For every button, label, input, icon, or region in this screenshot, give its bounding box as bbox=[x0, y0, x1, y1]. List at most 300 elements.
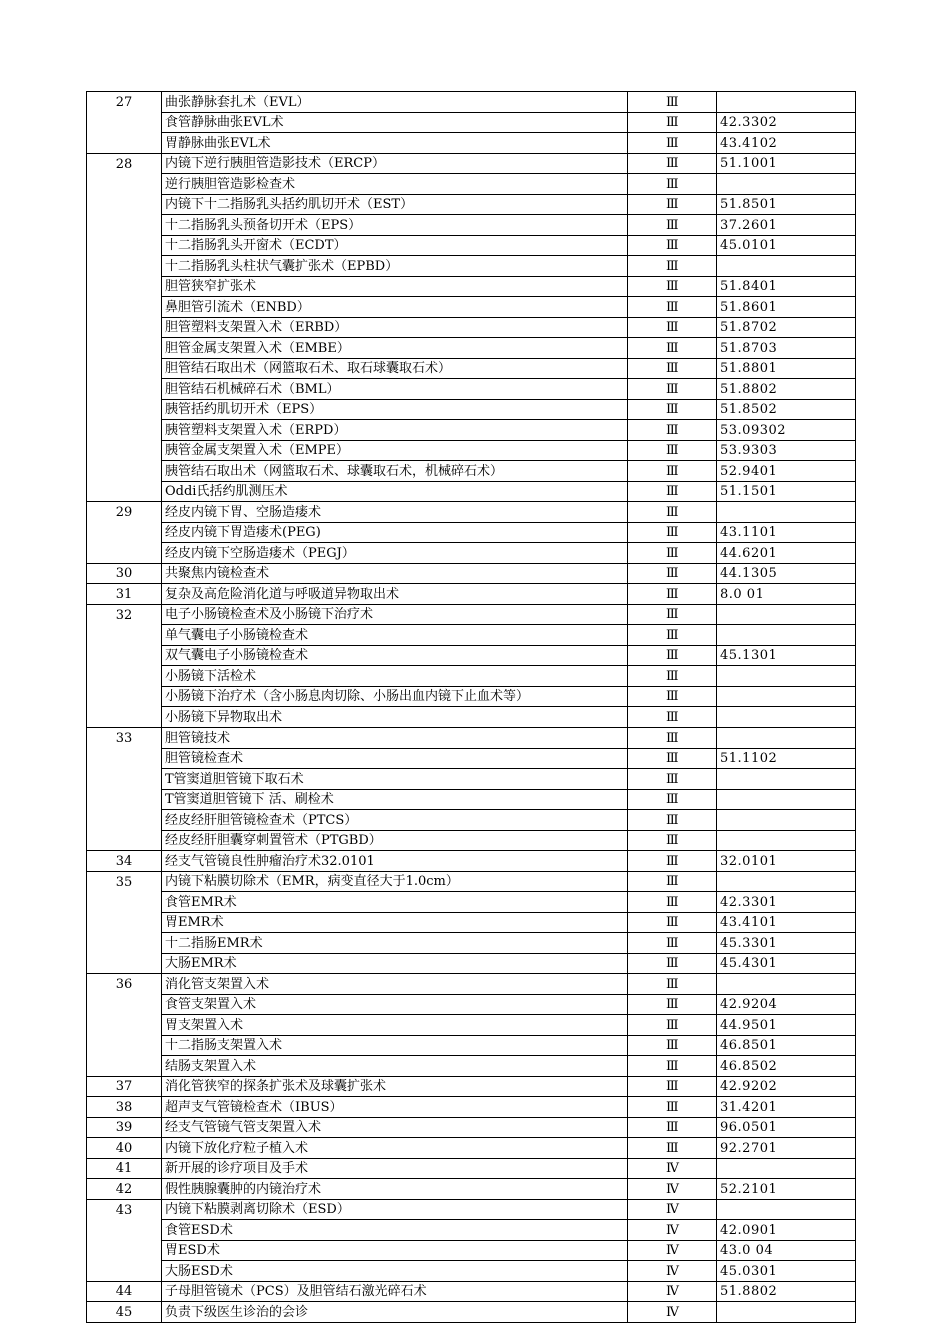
procedure-name-cell: 经皮内镜下胃、空肠造瘘术 bbox=[162, 502, 628, 523]
procedure-code-cell: 53.9303 bbox=[717, 440, 856, 461]
procedure-name-cell: 胃ESD术 bbox=[162, 1240, 628, 1261]
procedure-code-cell bbox=[717, 727, 856, 748]
surgery-level-cell: Ⅲ bbox=[628, 276, 717, 297]
surgery-level-cell: Ⅲ bbox=[628, 810, 717, 831]
table-row bbox=[87, 297, 856, 318]
procedure-code-cell: 44.1305 bbox=[717, 563, 856, 584]
surgery-level-cell: Ⅲ bbox=[628, 727, 717, 748]
table-row bbox=[87, 1302, 856, 1323]
surgery-level-cell: Ⅲ bbox=[628, 112, 717, 133]
item-number-cell bbox=[87, 399, 162, 420]
procedure-name-cell: 胆管塑料支架置入术（ERBD） bbox=[162, 317, 628, 338]
item-number-cell bbox=[87, 338, 162, 359]
procedure-code-cell: 51.8601 bbox=[717, 297, 856, 318]
surgery-level-cell: Ⅲ bbox=[628, 748, 717, 769]
table-row bbox=[87, 892, 856, 913]
procedure-name-cell: 胰管金属支架置入术（EMPE） bbox=[162, 440, 628, 461]
surgery-level-cell: Ⅲ bbox=[628, 707, 717, 728]
item-number-cell bbox=[87, 810, 162, 831]
surgery-level-cell: Ⅲ bbox=[628, 133, 717, 154]
procedure-name-cell: 子母胆管镜术（PCS）及胆管结石激光碎石术 bbox=[162, 1281, 628, 1302]
procedure-name-cell: 胆管金属支架置入术（EMBE） bbox=[162, 338, 628, 359]
procedure-name-cell: 单气囊电子小肠镜检查术 bbox=[162, 625, 628, 646]
procedure-code-cell: 45.4301 bbox=[717, 953, 856, 974]
procedure-name-cell: 经皮经肝胆管镜检查术（PTCS） bbox=[162, 810, 628, 831]
procedure-name-cell: 食管支架置入术 bbox=[162, 994, 628, 1015]
surgery-level-cell: Ⅳ bbox=[628, 1220, 717, 1241]
item-number-cell: 39 bbox=[87, 1117, 162, 1138]
procedure-name-cell: 复杂及高危险消化道与呼吸道异物取出术 bbox=[162, 584, 628, 605]
surgery-level-cell: Ⅲ bbox=[628, 769, 717, 790]
surgery-level-cell: Ⅲ bbox=[628, 912, 717, 933]
item-number-cell bbox=[87, 112, 162, 133]
procedure-name-cell: 十二指肠EMR术 bbox=[162, 933, 628, 954]
surgery-level-cell: Ⅲ bbox=[628, 440, 717, 461]
procedure-code-cell: 92.2701 bbox=[717, 1138, 856, 1159]
item-number-cell bbox=[87, 912, 162, 933]
item-number-cell bbox=[87, 892, 162, 913]
item-number-cell bbox=[87, 276, 162, 297]
surgery-level-cell: Ⅲ bbox=[628, 563, 717, 584]
item-number-cell bbox=[87, 440, 162, 461]
table-row bbox=[87, 994, 856, 1015]
item-number-cell: 45 bbox=[87, 1302, 162, 1323]
procedure-code-cell: 51.1102 bbox=[717, 748, 856, 769]
procedure-code-cell: 46.8501 bbox=[717, 1035, 856, 1056]
procedure-code-cell bbox=[717, 666, 856, 687]
table-row bbox=[87, 174, 856, 195]
item-number-cell bbox=[87, 625, 162, 646]
item-number-cell bbox=[87, 317, 162, 338]
item-number-cell: 42 bbox=[87, 1179, 162, 1200]
procedure-name-cell: 内镜下逆行胰胆管造影技术（ERCP） bbox=[162, 153, 628, 174]
surgery-level-cell: Ⅲ bbox=[628, 666, 717, 687]
table-row bbox=[87, 1220, 856, 1241]
surgery-level-cell: Ⅲ bbox=[628, 830, 717, 851]
procedure-table-body bbox=[87, 92, 856, 1323]
procedure-code-cell: 43.4102 bbox=[717, 133, 856, 154]
item-number-cell bbox=[87, 235, 162, 256]
procedure-code-cell: 32.0101 bbox=[717, 851, 856, 872]
surgery-level-cell: Ⅲ bbox=[628, 1076, 717, 1097]
item-number-cell: 35 bbox=[87, 871, 162, 892]
procedure-name-cell: 小肠镜下治疗术（含小肠息肉切除、小肠出血内镜下止血术等） bbox=[162, 686, 628, 707]
table-row bbox=[87, 1240, 856, 1261]
procedure-code-cell bbox=[717, 810, 856, 831]
procedure-name-cell: 共聚焦内镜检查术 bbox=[162, 563, 628, 584]
procedure-code-cell bbox=[717, 686, 856, 707]
surgery-level-cell: Ⅳ bbox=[628, 1281, 717, 1302]
surgery-level-cell: Ⅲ bbox=[628, 892, 717, 913]
table-row bbox=[87, 871, 856, 892]
surgery-level-cell: Ⅲ bbox=[628, 604, 717, 625]
item-number-cell bbox=[87, 1056, 162, 1077]
table-row bbox=[87, 399, 856, 420]
procedure-code-cell bbox=[717, 974, 856, 995]
procedure-code-cell: 8.0 01 bbox=[717, 584, 856, 605]
table-row bbox=[87, 153, 856, 174]
item-number-cell bbox=[87, 1220, 162, 1241]
table-row bbox=[87, 1158, 856, 1179]
procedure-name-cell: 经支气管镜气管支架置入术 bbox=[162, 1117, 628, 1138]
item-number-cell bbox=[87, 256, 162, 277]
item-number-cell bbox=[87, 953, 162, 974]
surgery-level-cell: Ⅲ bbox=[628, 338, 717, 359]
procedure-name-cell: 曲张静脉套扎术（EVL） bbox=[162, 92, 628, 113]
procedure-code-cell: 51.8501 bbox=[717, 194, 856, 215]
item-number-cell: 34 bbox=[87, 851, 162, 872]
surgery-level-cell: Ⅲ bbox=[628, 789, 717, 810]
item-number-cell bbox=[87, 379, 162, 400]
procedure-name-cell: 十二指肠乳头柱状气囊扩张术（EPBD） bbox=[162, 256, 628, 277]
surgery-level-cell: Ⅲ bbox=[628, 358, 717, 379]
table-row bbox=[87, 707, 856, 728]
table-row bbox=[87, 1261, 856, 1282]
item-number-cell: 41 bbox=[87, 1158, 162, 1179]
surgery-level-cell: Ⅲ bbox=[628, 851, 717, 872]
procedure-code-cell: 51.8401 bbox=[717, 276, 856, 297]
procedure-code-cell bbox=[717, 502, 856, 523]
procedure-name-cell: 小肠镜下异物取出术 bbox=[162, 707, 628, 728]
item-number-cell bbox=[87, 461, 162, 482]
item-number-cell bbox=[87, 1240, 162, 1261]
item-number-cell bbox=[87, 1261, 162, 1282]
item-number-cell bbox=[87, 1035, 162, 1056]
table-row bbox=[87, 133, 856, 154]
procedure-code-cell: 42.9204 bbox=[717, 994, 856, 1015]
surgery-level-cell: Ⅲ bbox=[628, 522, 717, 543]
procedure-name-cell: 大肠EMR术 bbox=[162, 953, 628, 974]
procedure-code-cell: 96.0501 bbox=[717, 1117, 856, 1138]
surgery-level-cell: Ⅲ bbox=[628, 625, 717, 646]
surgery-level-cell: Ⅲ bbox=[628, 502, 717, 523]
table-row bbox=[87, 625, 856, 646]
procedure-name-cell: 负责下级医生诊治的会诊 bbox=[162, 1302, 628, 1323]
surgery-level-cell: Ⅲ bbox=[628, 584, 717, 605]
table-row bbox=[87, 194, 856, 215]
table-row bbox=[87, 1076, 856, 1097]
item-number-cell bbox=[87, 420, 162, 441]
table-row bbox=[87, 1056, 856, 1077]
surgery-level-cell: Ⅲ bbox=[628, 994, 717, 1015]
procedure-name-cell: 结肠支架置入术 bbox=[162, 1056, 628, 1077]
procedure-code-cell bbox=[717, 789, 856, 810]
procedure-code-cell: 51.8702 bbox=[717, 317, 856, 338]
procedure-name-cell: 大肠ESD术 bbox=[162, 1261, 628, 1282]
procedure-code-cell: 52.9401 bbox=[717, 461, 856, 482]
procedure-code-cell: 42.9202 bbox=[717, 1076, 856, 1097]
item-number-cell bbox=[87, 686, 162, 707]
surgery-level-cell: Ⅲ bbox=[628, 194, 717, 215]
procedure-code-cell: 45.3301 bbox=[717, 933, 856, 954]
item-number-cell bbox=[87, 297, 162, 318]
procedure-code-cell bbox=[717, 174, 856, 195]
procedure-code-cell: 45.0101 bbox=[717, 235, 856, 256]
procedure-code-cell bbox=[717, 625, 856, 646]
procedure-code-cell bbox=[717, 1158, 856, 1179]
procedure-name-cell: 经皮经肝胆囊穿刺置管术（PTGBD） bbox=[162, 830, 628, 851]
table-row bbox=[87, 317, 856, 338]
item-number-cell bbox=[87, 543, 162, 564]
procedure-code-cell bbox=[717, 769, 856, 790]
surgery-level-cell: Ⅲ bbox=[628, 1056, 717, 1077]
table-row bbox=[87, 645, 856, 666]
table-row bbox=[87, 276, 856, 297]
item-number-cell bbox=[87, 358, 162, 379]
table-row bbox=[87, 338, 856, 359]
procedure-name-cell: 胆管结石机械碎石术（BML） bbox=[162, 379, 628, 400]
item-number-cell: 44 bbox=[87, 1281, 162, 1302]
surgery-level-cell: Ⅲ bbox=[628, 297, 717, 318]
surgery-level-cell: Ⅲ bbox=[628, 420, 717, 441]
table-row bbox=[87, 1015, 856, 1036]
item-number-cell bbox=[87, 933, 162, 954]
table-row bbox=[87, 1179, 856, 1200]
table-row bbox=[87, 1097, 856, 1118]
procedure-code-cell: 51.8801 bbox=[717, 358, 856, 379]
table-row bbox=[87, 789, 856, 810]
table-row bbox=[87, 461, 856, 482]
procedure-code-cell bbox=[717, 256, 856, 277]
table-row bbox=[87, 358, 856, 379]
item-number-cell bbox=[87, 994, 162, 1015]
surgery-level-cell: Ⅲ bbox=[628, 153, 717, 174]
item-number-cell bbox=[87, 666, 162, 687]
item-number-cell: 33 bbox=[87, 727, 162, 748]
surgery-level-cell: Ⅳ bbox=[628, 1179, 717, 1200]
surgery-level-cell: Ⅲ bbox=[628, 953, 717, 974]
procedure-code-cell: 43.0 04 bbox=[717, 1240, 856, 1261]
procedure-name-cell: 食管EMR术 bbox=[162, 892, 628, 913]
item-number-cell: 38 bbox=[87, 1097, 162, 1118]
surgery-level-cell: Ⅲ bbox=[628, 933, 717, 954]
table-row bbox=[87, 912, 856, 933]
table-row bbox=[87, 420, 856, 441]
surgery-level-cell: Ⅳ bbox=[628, 1261, 717, 1282]
procedure-name-cell: T管窦道胆管镜下取石术 bbox=[162, 769, 628, 790]
table-row bbox=[87, 1138, 856, 1159]
item-number-cell bbox=[87, 133, 162, 154]
table-row bbox=[87, 235, 856, 256]
procedure-code-cell bbox=[717, 830, 856, 851]
item-number-cell bbox=[87, 645, 162, 666]
procedure-code-cell: 42.3301 bbox=[717, 892, 856, 913]
table-row bbox=[87, 256, 856, 277]
surgery-level-cell: Ⅲ bbox=[628, 399, 717, 420]
table-row bbox=[87, 666, 856, 687]
item-number-cell: 29 bbox=[87, 502, 162, 523]
item-number-cell: 31 bbox=[87, 584, 162, 605]
item-number-cell bbox=[87, 769, 162, 790]
procedure-name-cell: 经皮内镜下胃造瘘术(PEG) bbox=[162, 522, 628, 543]
procedure-code-cell: 31.4201 bbox=[717, 1097, 856, 1118]
procedure-code-cell: 46.8502 bbox=[717, 1056, 856, 1077]
surgery-level-cell: Ⅲ bbox=[628, 1035, 717, 1056]
item-number-cell bbox=[87, 1015, 162, 1036]
item-number-cell: 36 bbox=[87, 974, 162, 995]
procedure-name-cell: 小肠镜下活检术 bbox=[162, 666, 628, 687]
procedure-code-cell: 44.6201 bbox=[717, 543, 856, 564]
procedure-name-cell: 胃静脉曲张EVL术 bbox=[162, 133, 628, 154]
procedure-code-cell: 52.2101 bbox=[717, 1179, 856, 1200]
procedure-name-cell: 胃EMR术 bbox=[162, 912, 628, 933]
item-number-cell bbox=[87, 830, 162, 851]
surgery-level-cell: Ⅲ bbox=[628, 92, 717, 113]
item-number-cell: 37 bbox=[87, 1076, 162, 1097]
table-row bbox=[87, 933, 856, 954]
surgery-level-cell: Ⅲ bbox=[628, 974, 717, 995]
item-number-cell: 30 bbox=[87, 563, 162, 584]
procedure-code-cell bbox=[717, 604, 856, 625]
table-row bbox=[87, 440, 856, 461]
item-number-cell: 28 bbox=[87, 153, 162, 174]
procedure-code-cell: 51.8802 bbox=[717, 379, 856, 400]
table-row bbox=[87, 112, 856, 133]
procedure-name-cell: 胰管结石取出术（网篮取石术、球囊取石术，机械碎石术） bbox=[162, 461, 628, 482]
item-number-cell bbox=[87, 748, 162, 769]
procedure-code-cell: 51.1001 bbox=[717, 153, 856, 174]
surgery-level-cell: Ⅳ bbox=[628, 1199, 717, 1220]
table-row bbox=[87, 604, 856, 625]
procedure-code-cell: 37.2601 bbox=[717, 215, 856, 236]
procedure-table-sheet bbox=[86, 91, 855, 1323]
procedure-name-cell: 十二指肠乳头开窗术（ECDT） bbox=[162, 235, 628, 256]
surgery-level-cell: Ⅲ bbox=[628, 461, 717, 482]
procedure-code-cell: 51.8802 bbox=[717, 1281, 856, 1302]
procedure-name-cell: 胆管结石取出术（网篮取石术、取石球囊取石术） bbox=[162, 358, 628, 379]
procedure-code-cell bbox=[717, 1302, 856, 1323]
procedure-name-cell: 内镜下粘膜剥离切除术（ESD） bbox=[162, 1199, 628, 1220]
surgery-level-cell: Ⅳ bbox=[628, 1158, 717, 1179]
procedure-code-cell: 43.1101 bbox=[717, 522, 856, 543]
procedure-name-cell: 胃支架置入术 bbox=[162, 1015, 628, 1036]
procedure-name-cell: 消化管狭窄的探条扩张术及球囊扩张术 bbox=[162, 1076, 628, 1097]
table-row bbox=[87, 953, 856, 974]
procedure-name-cell: 逆行胰胆管造影检查术 bbox=[162, 174, 628, 195]
procedure-name-cell: T管窦道胆管镜下 活、刷检术 bbox=[162, 789, 628, 810]
procedure-code-cell: 51.1501 bbox=[717, 481, 856, 502]
item-number-cell: 32 bbox=[87, 604, 162, 625]
procedure-code-cell: 53.09302 bbox=[717, 420, 856, 441]
procedure-code-cell: 42.0901 bbox=[717, 1220, 856, 1241]
table-row bbox=[87, 563, 856, 584]
procedure-code-cell bbox=[717, 1199, 856, 1220]
surgery-level-cell: Ⅲ bbox=[628, 481, 717, 502]
procedure-name-cell: 内镜下放化疗粒子植入术 bbox=[162, 1138, 628, 1159]
procedure-name-cell: 胰管括约肌切开术（EPS） bbox=[162, 399, 628, 420]
surgery-level-cell: Ⅳ bbox=[628, 1240, 717, 1261]
procedure-name-cell: Oddi氏括约肌测压术 bbox=[162, 481, 628, 502]
procedure-name-cell: 食管ESD术 bbox=[162, 1220, 628, 1241]
surgery-level-cell: Ⅲ bbox=[628, 317, 717, 338]
procedure-name-cell: 胆管镜技术 bbox=[162, 727, 628, 748]
table-row bbox=[87, 543, 856, 564]
surgery-level-cell: Ⅲ bbox=[628, 256, 717, 277]
procedure-name-cell: 电子小肠镜检查术及小肠镜下治疗术 bbox=[162, 604, 628, 625]
procedure-code-cell bbox=[717, 871, 856, 892]
surgery-level-cell: Ⅲ bbox=[628, 1117, 717, 1138]
surgery-level-cell: Ⅲ bbox=[628, 543, 717, 564]
item-number-cell bbox=[87, 194, 162, 215]
item-number-cell bbox=[87, 707, 162, 728]
table-row bbox=[87, 502, 856, 523]
item-number-cell bbox=[87, 522, 162, 543]
surgery-level-cell: Ⅲ bbox=[628, 645, 717, 666]
procedure-name-cell: 十二指肠乳头预备切开术（EPS） bbox=[162, 215, 628, 236]
procedure-code-cell: 45.0301 bbox=[717, 1261, 856, 1282]
procedure-name-cell: 食管静脉曲张EVL术 bbox=[162, 112, 628, 133]
table-row bbox=[87, 727, 856, 748]
table-row bbox=[87, 1035, 856, 1056]
procedure-code-cell: 42.3302 bbox=[717, 112, 856, 133]
table-row bbox=[87, 522, 856, 543]
table-row bbox=[87, 1117, 856, 1138]
procedure-name-cell: 新开展的诊疗项目及手术 bbox=[162, 1158, 628, 1179]
item-number-cell bbox=[87, 174, 162, 195]
surgery-level-cell: Ⅲ bbox=[628, 1097, 717, 1118]
procedure-name-cell: 经皮内镜下空肠造瘘术（PEGJ） bbox=[162, 543, 628, 564]
procedure-name-cell: 消化管支架置入术 bbox=[162, 974, 628, 995]
table-row bbox=[87, 584, 856, 605]
surgery-level-cell: Ⅲ bbox=[628, 379, 717, 400]
procedure-code-cell bbox=[717, 92, 856, 113]
item-number-cell bbox=[87, 789, 162, 810]
table-row bbox=[87, 851, 856, 872]
procedure-name-cell: 胆管镜检查术 bbox=[162, 748, 628, 769]
procedure-code-cell: 45.1301 bbox=[717, 645, 856, 666]
procedure-code-cell: 43.4101 bbox=[717, 912, 856, 933]
procedure-name-cell: 超声支气管镜检查术（IBUS） bbox=[162, 1097, 628, 1118]
item-number-cell: 43 bbox=[87, 1199, 162, 1220]
surgery-level-cell: Ⅳ bbox=[628, 1302, 717, 1323]
procedure-name-cell: 胆管狭窄扩张术 bbox=[162, 276, 628, 297]
table-row bbox=[87, 481, 856, 502]
procedure-name-cell: 十二指肠支架置入术 bbox=[162, 1035, 628, 1056]
procedure-code-cell: 51.8502 bbox=[717, 399, 856, 420]
procedure-name-cell: 内镜下十二指肠乳头括约肌切开术（EST） bbox=[162, 194, 628, 215]
procedure-name-cell: 胰管塑料支架置入术（ERPD） bbox=[162, 420, 628, 441]
procedure-name-cell: 经支气管镜良性肿瘤治疗术32.0101 bbox=[162, 851, 628, 872]
procedure-name-cell: 内镜下粘膜切除术（EMR，病变直径大于1.0cm） bbox=[162, 871, 628, 892]
procedure-code-cell: 51.8703 bbox=[717, 338, 856, 359]
table-row bbox=[87, 748, 856, 769]
item-number-cell: 40 bbox=[87, 1138, 162, 1159]
table-row bbox=[87, 974, 856, 995]
surgery-level-cell: Ⅲ bbox=[628, 686, 717, 707]
procedure-name-cell: 假性胰腺囊肿的内镜治疗术 bbox=[162, 1179, 628, 1200]
procedure-code-cell: 44.9501 bbox=[717, 1015, 856, 1036]
surgery-level-cell: Ⅲ bbox=[628, 871, 717, 892]
table-row bbox=[87, 379, 856, 400]
surgery-level-cell: Ⅲ bbox=[628, 174, 717, 195]
surgery-level-cell: Ⅲ bbox=[628, 1015, 717, 1036]
surgery-level-cell: Ⅲ bbox=[628, 1138, 717, 1159]
table-row bbox=[87, 1199, 856, 1220]
table-row bbox=[87, 92, 856, 113]
table-row bbox=[87, 830, 856, 851]
procedure-table bbox=[86, 91, 856, 1323]
procedure-name-cell: 双气囊电子小肠镜检查术 bbox=[162, 645, 628, 666]
item-number-cell bbox=[87, 481, 162, 502]
item-number-cell bbox=[87, 215, 162, 236]
surgery-level-cell: Ⅲ bbox=[628, 215, 717, 236]
procedure-code-cell bbox=[717, 707, 856, 728]
table-row bbox=[87, 769, 856, 790]
table-row bbox=[87, 1281, 856, 1302]
table-row bbox=[87, 215, 856, 236]
item-number-cell: 27 bbox=[87, 92, 162, 113]
table-row bbox=[87, 810, 856, 831]
